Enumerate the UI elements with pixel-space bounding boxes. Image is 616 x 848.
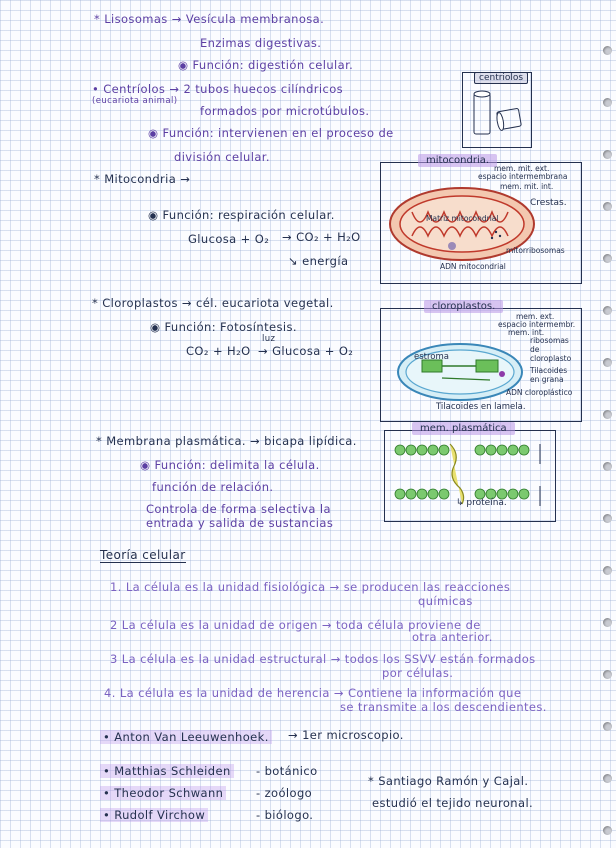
clor-label-ribosomas: ribosomas de cloroplasto <box>530 336 572 363</box>
schleiden-note: - botánico <box>256 764 318 778</box>
centriolos-title: • Centríolos → 2 tubos huecos cilíndricos <box>92 82 344 96</box>
membrana-relacion: función de relación. <box>152 480 274 494</box>
mito-label-mem-int: mem. mit. int. <box>500 182 554 191</box>
mitocondria-energia: ↘ energía <box>288 254 349 268</box>
teoria-p2a: 2 La célula es la unidad de origen → toda célula proviene de <box>110 618 481 632</box>
membrana-funcion: ◉ Función: delimita la célula. <box>140 458 320 472</box>
lisosomas-enzimas: Enzimas digestivas. <box>200 36 322 50</box>
mito-label-mem-ext: mem. mit. ext. <box>494 164 550 173</box>
teoria-title-text: Teoría celular <box>100 548 186 562</box>
leeuwenhoek <box>100 730 272 744</box>
membrana-entrada: entrada y salida de sustancias <box>146 516 334 530</box>
cloroplastos-funcion: ◉ Función: Fotosíntesis. <box>150 320 297 334</box>
teoria-p4a: 4. La célula es la unidad de herencia → Contiene la información que <box>104 686 522 700</box>
ramon-y-cajal: * Santiago Ramón y Cajal. <box>368 774 529 788</box>
virchow-note: - biólogo. <box>256 808 314 822</box>
membrana-proteina: ↳ proteína. <box>456 498 507 508</box>
clor-label-tilacoides-lamela: Tilacoides en lamela. <box>436 402 526 412</box>
virchow-name: • Rudolf Virchow <box>100 808 208 822</box>
cloroplastos-eq-right: → Glucosa + O₂ <box>258 344 354 358</box>
virchow <box>100 808 208 822</box>
mito-label-espacio: espacio intermembrana <box>478 172 568 181</box>
mitocondria-title: * Mitocondria → <box>94 172 191 186</box>
clor-label-adn: ADN cloroplástico <box>506 388 573 397</box>
lisosomas-title: * Lisosomas → Vesícula membranosa. <box>94 12 325 26</box>
leeuwenhoek-name: • Anton Van Leeuwenhoek. <box>100 730 272 744</box>
centriolos-funcion: ◉ Función: intervienen en el proceso de <box>148 126 394 140</box>
clor-label-estroma: estroma <box>414 352 449 362</box>
cloroplastos-eq-left: CO₂ + H₂O <box>186 344 251 358</box>
teoria-p3b: por células. <box>382 666 454 680</box>
mito-label-ribosomas: mitorribosomas <box>506 246 565 255</box>
mitocondria-funcion: ◉ Función: respiración celular. <box>148 208 335 222</box>
mitocondria-eq-left: Glucosa + O₂ <box>188 232 270 246</box>
teoria-p2b: otra anterior. <box>412 630 493 644</box>
schwann-name: • Theodor Schwann <box>100 786 226 800</box>
cloroplastos-title: * Cloroplastos → cél. eucariota vegetal. <box>92 296 334 310</box>
teoria-p1b: químicas <box>418 594 473 608</box>
mitocondria-eq-right: → CO₂ + H₂O <box>282 230 361 244</box>
centriolos-note: (eucariota animal) <box>92 96 178 106</box>
teoria-p3a: 3 La célula es la unidad estructural → todos los SSVV están formados <box>110 652 536 666</box>
clor-label-mem-int: mem. int. <box>508 328 545 337</box>
centriolos-diagram-title: centriolos <box>474 72 528 84</box>
leeuwenhoek-note: → 1er microscopio. <box>288 728 404 742</box>
centriolos-drawing <box>462 72 530 146</box>
teoria-p1a: 1. La célula es la unidad fisiológica → se producen las reacciones <box>110 580 511 594</box>
lisosomas-funcion: ◉ Función: digestión celular. <box>178 58 354 72</box>
schwann <box>100 786 226 800</box>
clor-label-mem-ext: mem. ext. <box>516 312 555 321</box>
membrana-title: * Membrana plasmática. → bicapa lipídica. <box>96 434 357 448</box>
centriolos-formados: formados por microtúbulos. <box>200 104 370 118</box>
membrana-diagram-title: mem. plasmática <box>412 422 515 435</box>
clor-label-espacio: espacio intermembr. <box>498 320 576 329</box>
schleiden <box>100 764 234 778</box>
mitocondria-diagram-title: mitocondria. <box>418 154 497 167</box>
clor-label-tilacoides-grana: Tilacoides en grana <box>530 366 568 384</box>
mito-label-crestas: Crestas. <box>530 198 567 208</box>
centriolos-division: división celular. <box>174 150 270 164</box>
membrana-controla: Controla de forma selectiva la <box>146 502 331 516</box>
cloroplastos-diagram-title: cloroplastos. <box>424 300 503 313</box>
teoria-title <box>100 548 186 562</box>
cloroplastos-luz: luz <box>262 334 276 344</box>
ramon-y-cajal-note: estudió el tejido neuronal. <box>372 796 534 810</box>
schwann-note: - zoólogo <box>256 786 313 800</box>
teoria-p4b: se transmite a los descendientes. <box>340 700 547 714</box>
mito-label-adn: ADN mitocondrial <box>440 262 506 271</box>
schleiden-name: • Matthias Schleiden <box>100 764 234 778</box>
mito-label-matriz: Matriz mitocondrial <box>426 214 499 223</box>
